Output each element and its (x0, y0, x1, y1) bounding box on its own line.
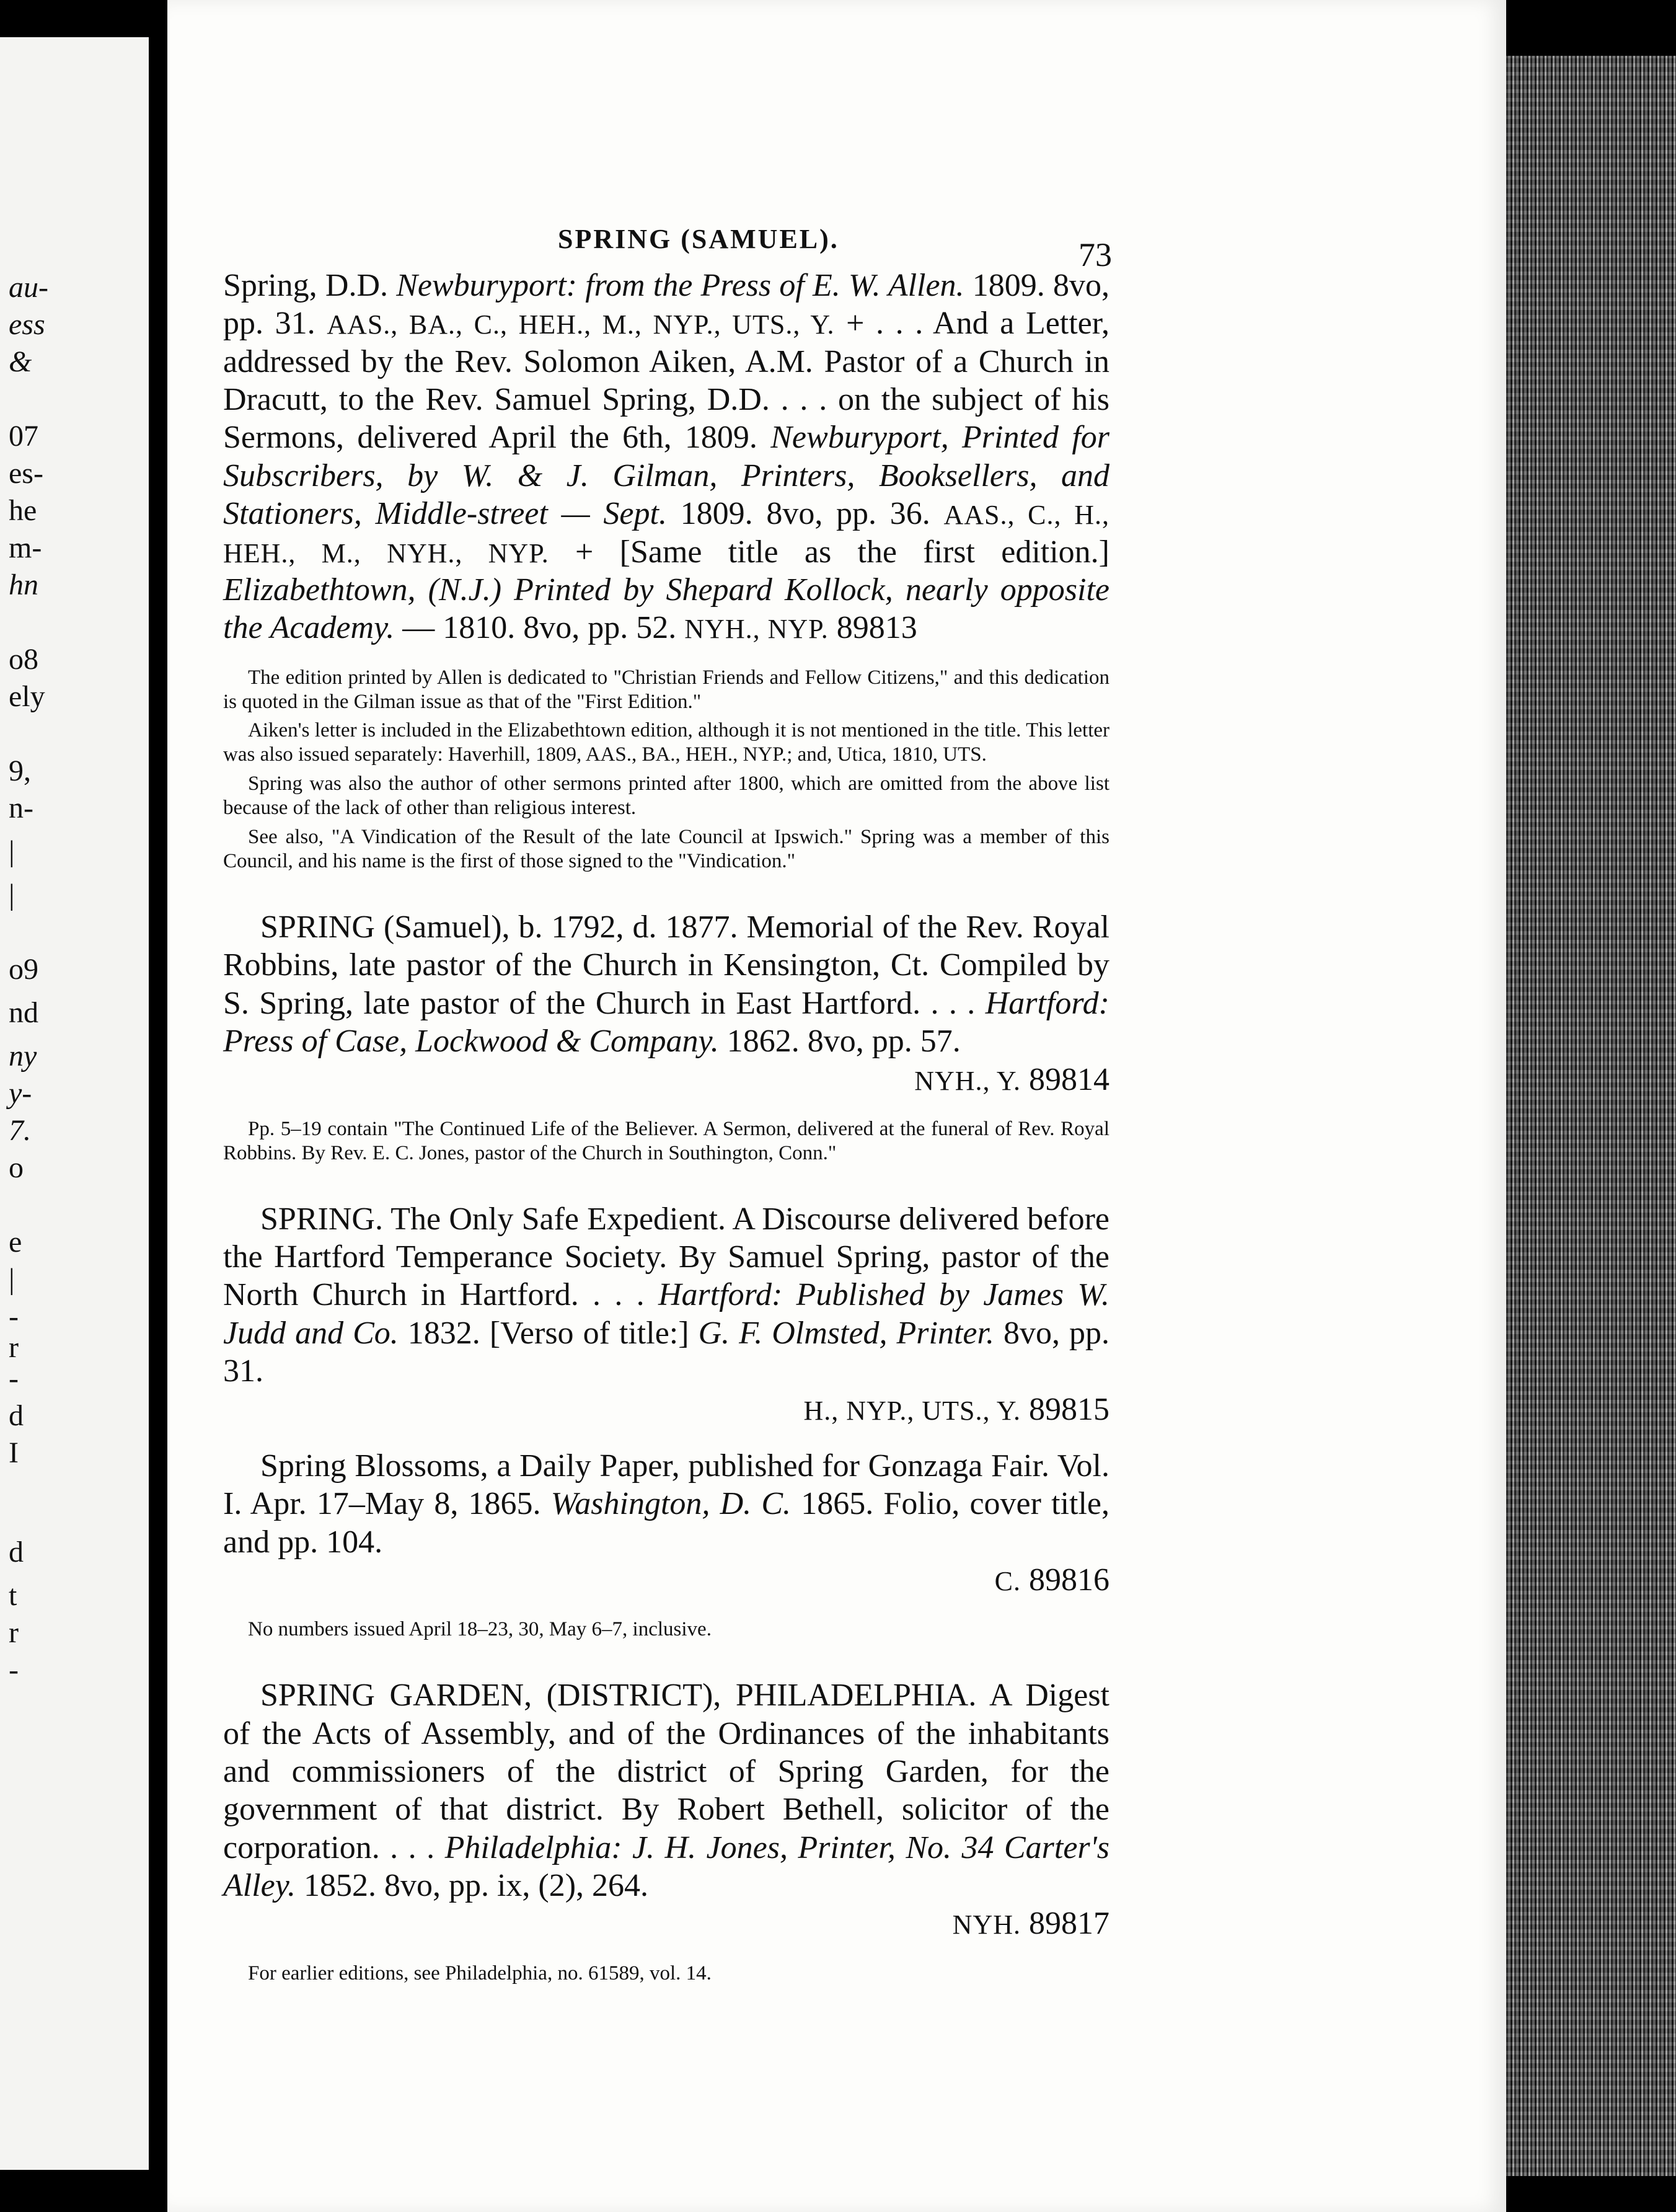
entry-imprint: Newburyport: from the Press of E. W. Allen. (396, 268, 964, 303)
facing-page-fragment: d (9, 1399, 24, 1432)
entry-text: 1809. 8vo, pp. 31. (223, 268, 1110, 342)
entry-reference (223, 1561, 1109, 1599)
entry-reference (223, 1905, 1109, 1942)
page-number: 73 (1078, 236, 1112, 273)
facing-page-fragment: 7. (9, 1114, 31, 1147)
entry-text: SPRING (Samuel), b. 1792, d. 1877. Memorial of the Rev. Royal Robbins, late pastor of the Church in Kensington, Ct. Compiled by S. Spring, late pastor of the Church in East Hartford. . . . (223, 909, 1109, 1021)
entry-89815 (223, 1200, 1109, 1428)
entry-text: — 1810. 8vo, pp. 52. (394, 610, 685, 646)
entry-text: + [Same title as the first edition.] (549, 534, 1109, 570)
facing-page-fragment: ess (9, 308, 45, 341)
entry-imprint: G. F. Olmsted, Printer. (698, 1315, 994, 1351)
entry-note: Aiken's letter is included in the Elizabethtown edition, although it is not mentioned in the title. This letter was also issued separately: Haverhill, 1809, AAS., BA., HEH., NYP.; and, Utica, 1810, UTS. (223, 719, 1109, 766)
entry-number: 89815 (1021, 1391, 1109, 1427)
entry-text: Spring Blossoms, a Daily Paper, published for Gonzaga Fair. Vol. I. Apr. 17–May 8, 1865. (223, 1448, 1109, 1522)
entry-text: + . . . And a Letter, addressed by the Rev. Solomon Aiken, A.M. Pastor of a Church in Dracutt, to the Rev. Samuel Spring, D.D. . . . on the subject of his Sermons, delivered April the 6th, 1809. (223, 306, 1109, 456)
facing-page-fragment: d (9, 1536, 24, 1568)
facing-page-fragment: n- (9, 792, 33, 825)
facing-page-fragment: t (9, 1579, 17, 1612)
facing-page-fragment: o9 (9, 953, 38, 986)
facing-page-fragment: hn (9, 568, 38, 601)
library-locations: H., NYP., UTS., Y. (803, 1395, 1021, 1426)
library-locations: AAS., C., H., HEH., M., NYH., NYP. (223, 500, 1109, 568)
facing-page-fragment: | (9, 878, 15, 911)
facing-page-fragment: | (9, 1263, 15, 1296)
library-locations: NYH. (952, 1909, 1021, 1940)
entry-note: No numbers issued April 18–23, 30, May 6–7, inclusive. (248, 1618, 712, 1641)
entry-text: 1862. 8vo, pp. 57. (718, 1024, 961, 1060)
facing-page-fragment: ny (9, 1040, 37, 1073)
facing-page-fragment: 07 (9, 420, 38, 453)
entry-imprint: Hartford: Press of Case, Lockwood & Company. (223, 985, 1109, 1060)
entry-89813 (223, 267, 1109, 647)
entry-number: 89814 (1021, 1061, 1109, 1097)
facing-page-fragment: - (9, 1653, 19, 1686)
library-locations: NYH., NYP. (684, 614, 829, 645)
facing-page-fragment: es- (9, 457, 43, 490)
facing-page-fragment: | (9, 835, 15, 868)
facing-page-fragment: o8 (9, 643, 38, 676)
entry-text: 1809. 8vo, pp. 36. (666, 496, 944, 532)
facing-page-fragment: & (9, 345, 32, 378)
entry-text: 1865. Folio, cover title, and pp. 104. (223, 1486, 1110, 1560)
entry-number: 89813 (828, 610, 917, 646)
facing-page-fragment: r (9, 1616, 19, 1649)
entry-text: SPRING GARDEN, (DISTRICT), PHILADELPHIA. A Digest of the Acts of Assembly, and of the Ordinances of the inhabitants and commissioners of the district of Spring Garden, for the government of that district. By Robert Bethell, solicitor of the corporation. . . . (223, 1678, 1109, 1865)
library-locations: C. (994, 1566, 1021, 1596)
facing-page-fragment: au- (9, 271, 48, 304)
facing-page-fragment: - (9, 1300, 19, 1333)
entry-note: See also, "A Vindication of the Result of the late Council at Ipswich." Spring was a member of this Council, and his name is the first of those signed to the "Vindication." (223, 826, 1109, 873)
entry-note: Spring was also the author of other sermons printed after 1800, which are omitted from the above list because of the lack of other than religious interest. (223, 772, 1109, 820)
facing-page-fragment: e (9, 1226, 22, 1259)
facing-page-fragment: nd (9, 996, 38, 1029)
facing-page-fragment: - (9, 1362, 19, 1395)
library-locations: NYH., Y. (914, 1065, 1021, 1096)
page-body (223, 267, 1109, 1991)
entry-89814 (223, 908, 1109, 1099)
entry-89817 (223, 1676, 1109, 1943)
entry-imprint: Washington, D. C. (550, 1486, 792, 1522)
facing-page-edge (0, 37, 149, 2170)
entry-text: 1852. 8vo, pp. ix, (2), 264. (295, 1868, 649, 1904)
entry-89816 (223, 1447, 1109, 1599)
entry-note: The edition printed by Allen is dedicated to "Christian Friends and Fellow Citizens," and this dedication is quoted in the Gilman issue as that of the "First Edition." (223, 666, 1109, 713)
facing-page-fragment: ely (9, 680, 45, 713)
entry-note: Pp. 5–19 contain "The Continued Life of the Believer. A Sermon, delivered at the funeral of Rev. Royal Robbins. By Rev. E. C. Jones, pastor of the Church in Southington, Conn." (223, 1117, 1109, 1164)
entry-imprint: Newburyport, Printed for Subscribers, by W. & J. Gilman, Printers, Booksellers, and Stationers, Middle-street — Sept. (223, 420, 1109, 532)
running-head: SPRING (SAMUEL). (558, 224, 839, 254)
book-edge (1506, 56, 1676, 2176)
entry-reference (223, 1061, 1109, 1099)
entry-number: 89817 (1021, 1906, 1109, 1942)
entry-text: SPRING. The Only Safe Expedient. A Discourse delivered before the Hartford Temperance Society. By Samuel Spring, pastor of the North Church in Hartford. . . . (223, 1201, 1109, 1313)
facing-page-fragment: m- (9, 531, 42, 564)
entry-text: 8vo, pp. 31. (223, 1315, 1110, 1389)
facing-page-fragment: y- (9, 1077, 32, 1110)
entry-imprint: Philadelphia: J. H. Jones, Printer, No. 34 Carter's Alley. (223, 1829, 1109, 1904)
library-locations: AAS., BA., C., HEH., M., NYP., UTS., Y. (327, 309, 835, 340)
entry-reference (223, 1391, 1109, 1428)
entry-imprint: Elizabethtown, (N.J.) Printed by Shepard Kollock, nearly opposite the Academy. (223, 572, 1109, 646)
facing-page-fragment: o (9, 1151, 24, 1184)
entry-imprint: Hartford: Published by James W. Judd and Co. (223, 1277, 1109, 1351)
entry-note: For earlier editions, see Philadelphia, no. 61589, vol. 14. (248, 1962, 712, 1984)
entry-number: 89816 (1021, 1562, 1109, 1598)
facing-page-fragment: I (9, 1436, 19, 1469)
facing-page-fragment: 9, (9, 754, 31, 787)
facing-page-fragment: he (9, 494, 37, 527)
entry-text: 1832. [Verso of title:] (398, 1315, 699, 1351)
facing-page-fragment: r (9, 1331, 19, 1364)
entry-text: Spring, D.D. (223, 268, 397, 303)
